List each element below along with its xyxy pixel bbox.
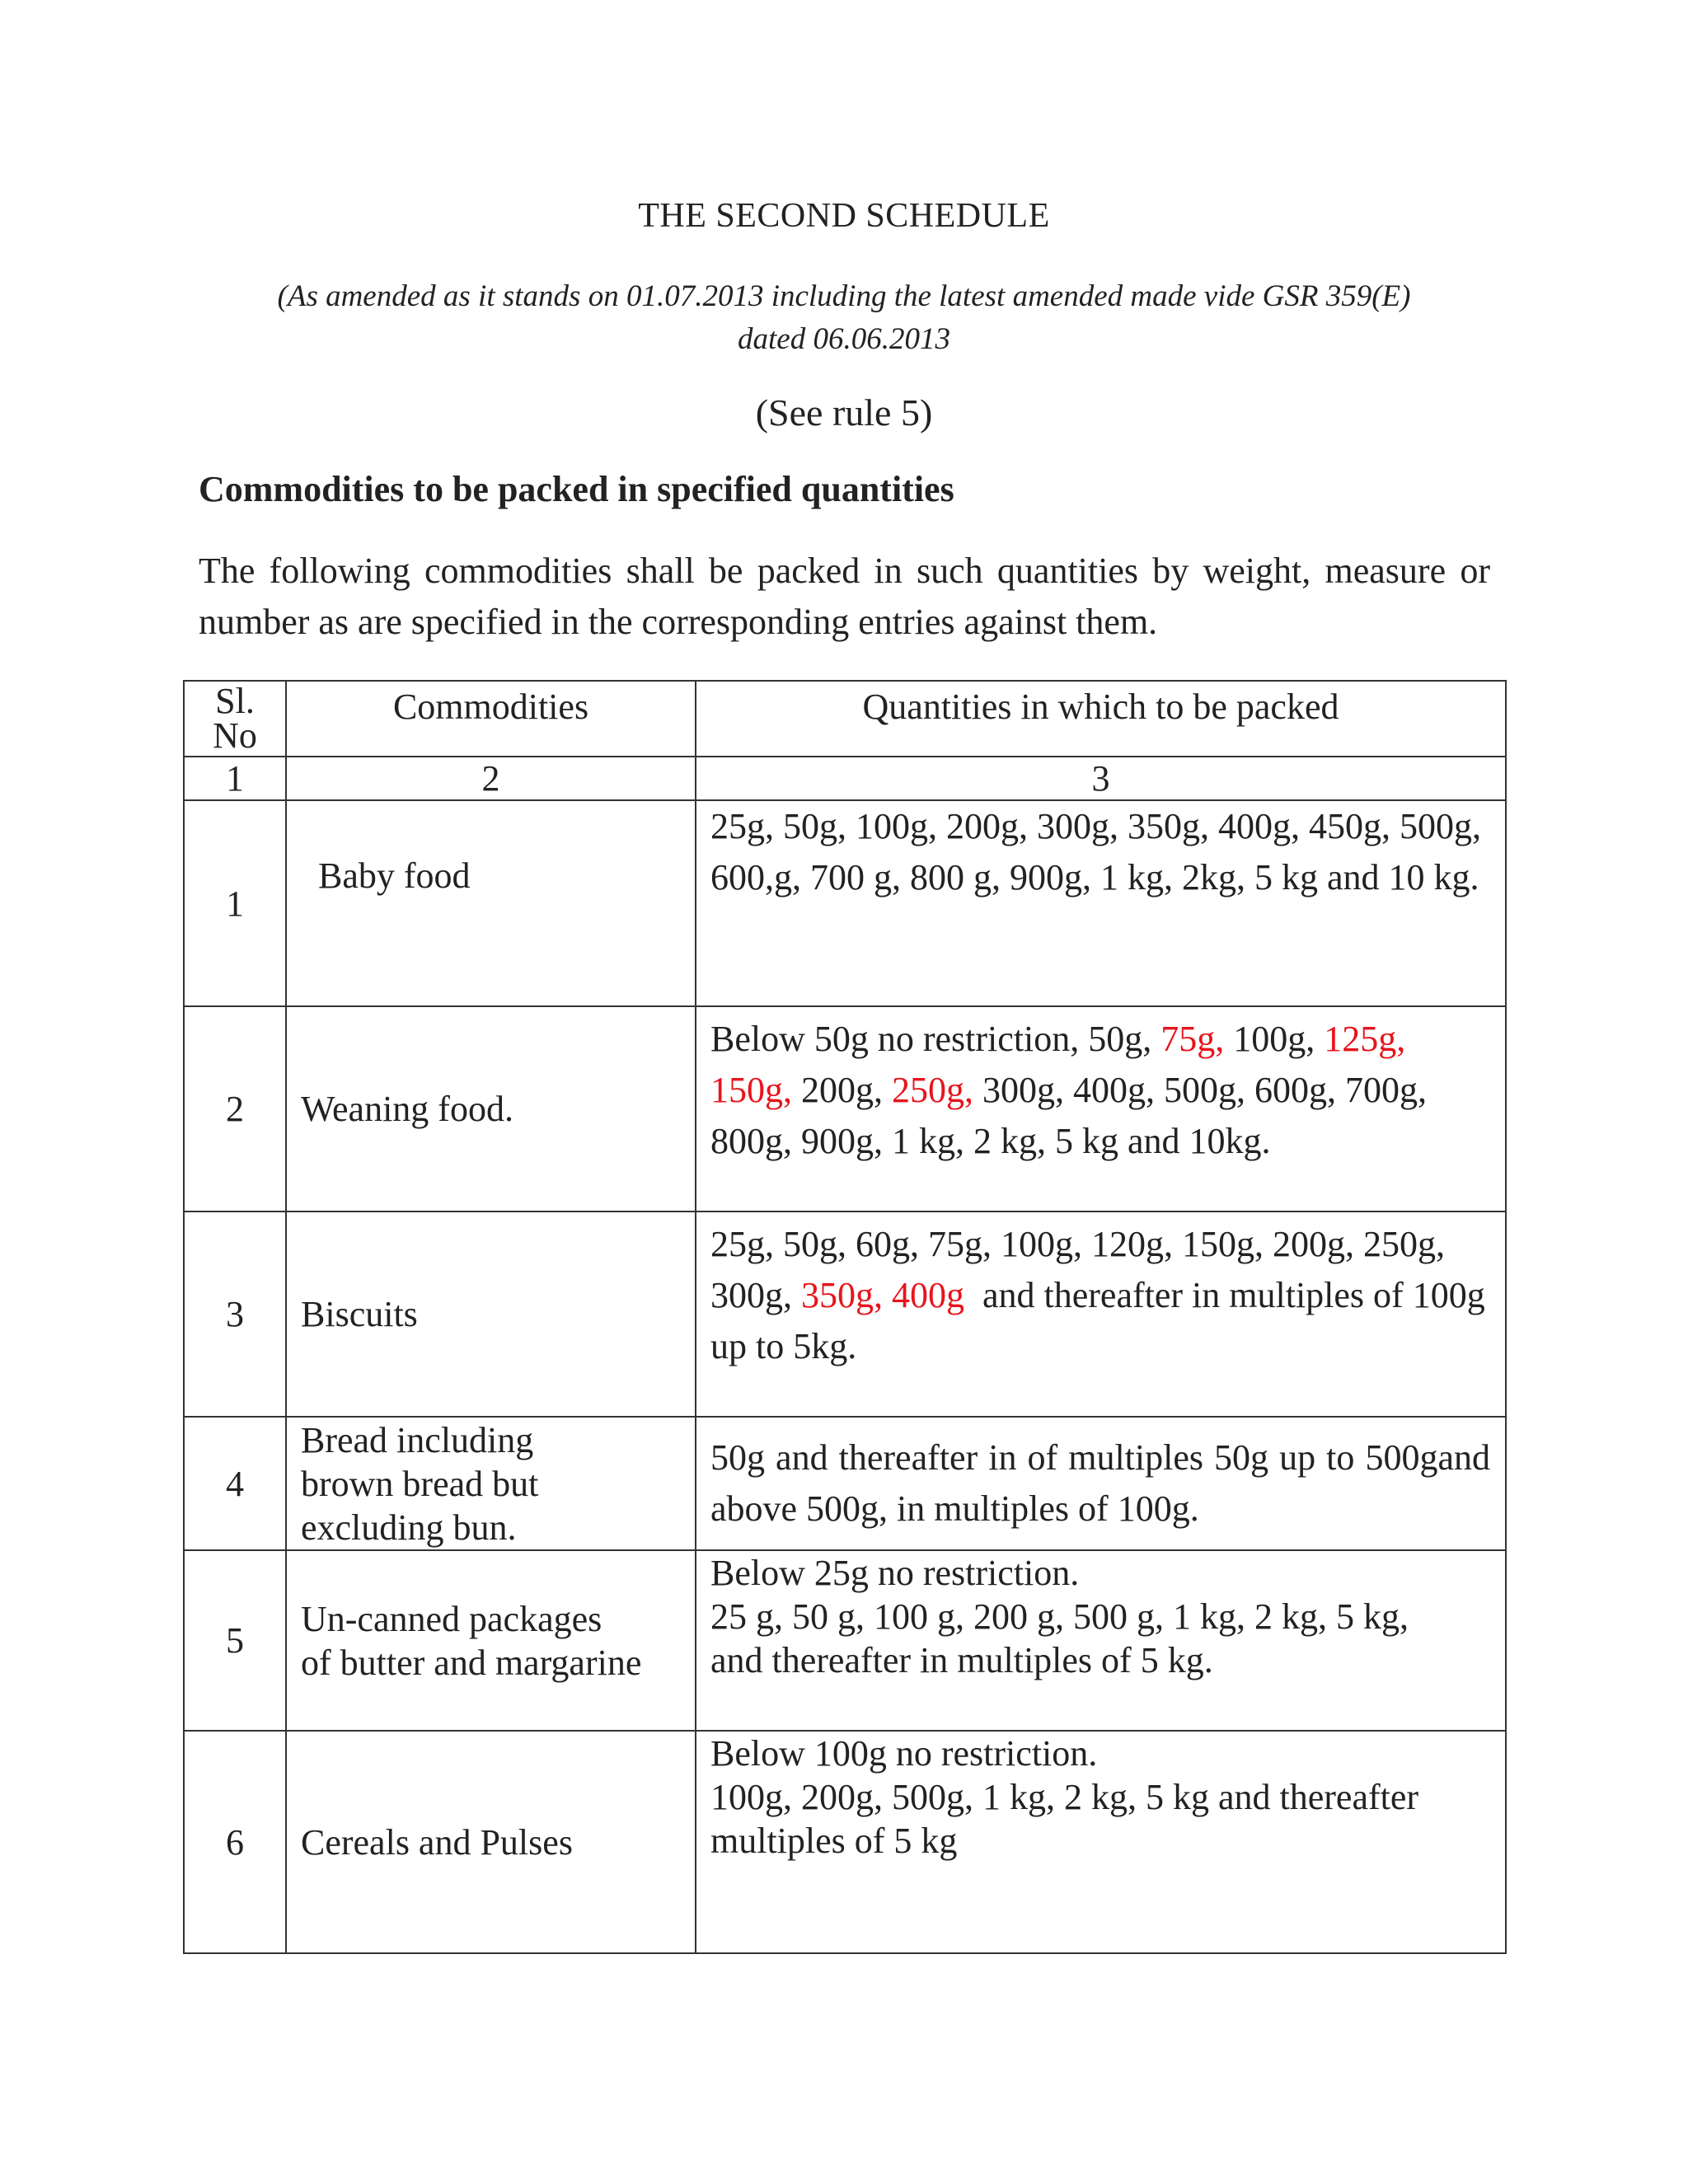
- column-number: 2: [286, 757, 696, 800]
- header-sl-no: [184, 681, 286, 757]
- quantity-text: and thereafter in multiples of 100g up to 5kg.: [710, 1275, 1494, 1366]
- quantity-text: Below 50g no restriction, 50g,: [710, 1019, 1161, 1059]
- commodity-name: Biscuits: [286, 1212, 696, 1417]
- quantity-line: 25 g, 50 g, 100 g, 200 g, 500 g, 1 kg, 2 kg, 5 kg,: [710, 1596, 1409, 1637]
- amendment-line-1: (As amended as it stands on 01.07.2013 including the latest amended made vide GSR 359(E): [277, 279, 1411, 313]
- quantity-amended: 125g,: [1324, 1019, 1406, 1059]
- quantity-amended: 75g,: [1160, 1019, 1225, 1059]
- commodity-line: Un-canned packages: [301, 1598, 603, 1639]
- commodity-name: Weaning food.: [286, 1006, 696, 1212]
- quantity-text: 200g,: [792, 1070, 892, 1110]
- table-row: [184, 1006, 1506, 1212]
- quantities-cell: [696, 1550, 1506, 1731]
- quantities-cell: [696, 1006, 1506, 1212]
- quantity-text: 100g,: [1224, 1019, 1325, 1059]
- table-header-row: [184, 681, 1506, 757]
- quantity-line: Below 25g no restriction.: [710, 1553, 1080, 1593]
- quantity-text: 25g, 50g, 60g, 75g, 100g, 120g, 150g, 200g, 250g, 300g,: [710, 1224, 1445, 1315]
- commodity-name: Cereals and Pulses: [286, 1731, 696, 1953]
- commodity-line: brown bread but: [301, 1463, 539, 1504]
- commodity-name: [286, 1550, 696, 1731]
- page-title: THE SECOND SCHEDULE: [638, 197, 1050, 235]
- commodity-line: excluding bun.: [301, 1507, 517, 1548]
- quantities-cell: [696, 1212, 1506, 1417]
- amendment-line-2: dated 06.06.2013: [738, 322, 950, 356]
- quantity-amended: 250g,: [892, 1070, 973, 1110]
- header-sl-line-1: Sl.: [215, 681, 255, 721]
- section-heading: Commodities to be packed in specified quantities: [199, 469, 954, 509]
- intro-paragraph: The following commodities shall be packed in such quantities by weight, measure or number as are specified in the corresponding entries against them.: [199, 551, 1490, 642]
- sl-number: 5: [184, 1550, 286, 1731]
- commodity-name: [286, 1417, 696, 1550]
- header-quantities: Quantities in which to be packed: [696, 681, 1506, 757]
- sl-number: 3: [184, 1212, 286, 1417]
- sl-number: 4: [184, 1417, 286, 1550]
- quantities-cell: [696, 1731, 1506, 1953]
- quantity-line: and thereafter in multiples of 5 kg.: [710, 1640, 1213, 1680]
- commodity-line: Bread including: [301, 1419, 534, 1460]
- header-sl-line-2: No: [213, 715, 257, 756]
- sl-number: 6: [184, 1731, 286, 1953]
- sl-number: 1: [184, 800, 286, 1006]
- table-row: [184, 1550, 1506, 1731]
- quantities-cell: 25g, 50g, 100g, 200g, 300g, 350g, 400g, 450g, 500g, 600,g, 700 g, 800 g, 900g, 1 kg, 2kg, 5 kg and 10 kg.: [696, 800, 1506, 1006]
- table-row: [184, 1731, 1506, 1953]
- schedule-table: [183, 680, 1507, 1954]
- table-row: [184, 1212, 1506, 1417]
- see-rule-reference: (See rule 5): [755, 391, 933, 434]
- commodity-line: of butter and margarine: [301, 1642, 642, 1683]
- commodity-name: Baby food: [286, 800, 696, 1006]
- quantity-amended: 350g, 400g: [801, 1275, 964, 1315]
- header-commodities: Commodities: [286, 681, 696, 757]
- sl-number: 2: [184, 1006, 286, 1212]
- column-number: 1: [184, 757, 286, 800]
- quantity-line: Below 100g no restriction.: [710, 1733, 1098, 1774]
- column-number-row: [184, 757, 1506, 800]
- column-number: 3: [696, 757, 1506, 800]
- quantity-line: 100g, 200g, 500g, 1 kg, 2 kg, 5 kg and thereafter: [710, 1777, 1419, 1817]
- table-row: [184, 1417, 1506, 1550]
- quantity-text: 300g, 400g, 500g, 600g, 700g, 800g, 900g, 1 kg, 2 kg, 5 kg and 10kg.: [710, 1070, 1427, 1161]
- quantity-line: multiples of 5 kg: [710, 1821, 958, 1861]
- table-row: [184, 800, 1506, 1006]
- quantities-cell: 50g and thereafter in of multiples 50g up to 500gand above 500g, in multiples of 100g.: [696, 1417, 1506, 1550]
- quantity-amended: 150g,: [710, 1070, 792, 1110]
- amendment-note: [206, 275, 1482, 361]
